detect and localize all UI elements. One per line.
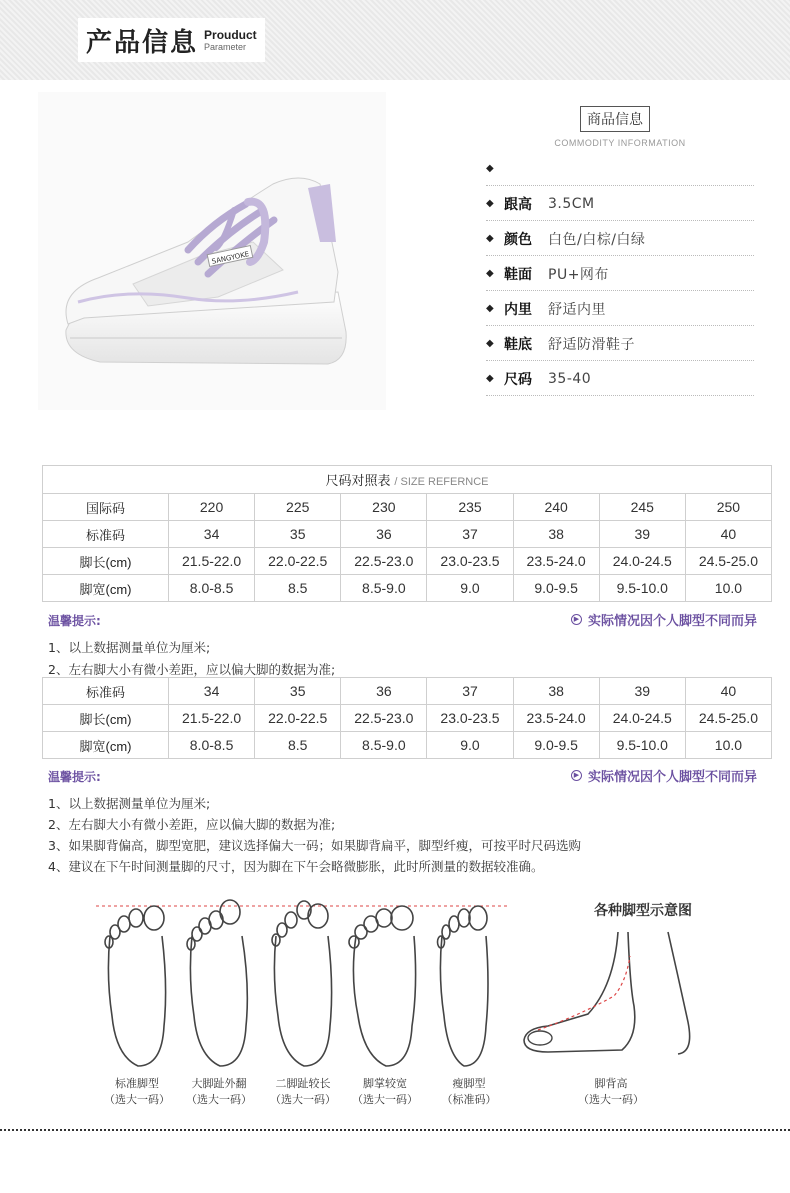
- foot-type-label: [258, 1076, 348, 1108]
- table-cell: 22.0-22.5: [255, 705, 341, 732]
- table-cell: 8.5: [255, 732, 341, 759]
- table-cell: 23.0-23.5: [427, 548, 513, 575]
- size-chart-table-2: [42, 677, 772, 759]
- table-cell: 8.0-8.5: [169, 575, 255, 602]
- table-cell: 245: [599, 494, 685, 521]
- foot-type-name: 标准脚型: [115, 1077, 159, 1090]
- spec-value: PU+网布: [548, 266, 609, 283]
- table-cell: 9.5-10.0: [599, 575, 685, 602]
- header-title-cn: 产品信息: [86, 27, 199, 58]
- spec-label: 鞋底: [504, 336, 532, 353]
- size-chart-title: [43, 466, 772, 494]
- table-cell: 36: [341, 678, 427, 705]
- tip-line: 1、以上数据测量单位为厘米;: [48, 796, 211, 811]
- foot-outline-slim: [438, 906, 489, 1066]
- foot-side-outline: [518, 926, 708, 1066]
- table-cell: 35: [255, 678, 341, 705]
- commodity-box-title: 商品信息: [580, 106, 650, 132]
- foot-type-name: 大脚趾外翻: [191, 1077, 247, 1090]
- spec-label: 颜色: [504, 231, 532, 248]
- foot-outlines: [92, 896, 512, 1076]
- foot-type-advice: （选大一码）: [352, 1093, 418, 1106]
- table-cell: 37: [427, 521, 513, 548]
- row-header: 脚宽(cm): [43, 732, 169, 759]
- size-chart-title-en: / SIZE REFERNCE: [394, 476, 489, 488]
- bullet-icon: ◆: [486, 198, 494, 209]
- table-cell: 24.0-24.5: [599, 548, 685, 575]
- spec-label: 尺码: [504, 371, 532, 388]
- table-cell: 22.5-23.0: [341, 548, 427, 575]
- table-cell: 37: [427, 678, 513, 705]
- table-cell: 8.5-9.0: [341, 732, 427, 759]
- spec-row: [486, 257, 754, 291]
- table-cell: 220: [169, 494, 255, 521]
- table-cell: 240: [513, 494, 599, 521]
- foot-type-advice: （选大一码）: [270, 1093, 336, 1106]
- table-cell: 9.0-9.5: [513, 732, 599, 759]
- foot-type-label: [566, 1076, 656, 1108]
- spec-value: 3.5CM: [548, 195, 595, 212]
- table-row: [43, 548, 772, 575]
- foot-type-advice: （选大一码）: [186, 1093, 252, 1106]
- bullet-icon: ◆: [486, 373, 494, 384]
- foot-type-name: 脚背高: [594, 1077, 628, 1090]
- header-en-line1: Prouduct: [204, 27, 257, 42]
- spec-label: 内里: [504, 301, 532, 318]
- table-cell: 23.5-24.0: [513, 705, 599, 732]
- spec-row: [486, 152, 754, 186]
- table-cell: 24.5-25.0: [685, 548, 771, 575]
- bullet-icon: ◆: [486, 163, 494, 174]
- foot-outline-standard: [105, 906, 166, 1066]
- tips-note-right: [571, 766, 757, 785]
- table-cell: 23.5-24.0: [513, 548, 599, 575]
- table-cell: 8.5-9.0: [341, 575, 427, 602]
- spec-label: 鞋面: [504, 266, 532, 283]
- size-chart-title-cn: 尺码对照表: [325, 473, 391, 488]
- foot-type-label: [92, 1076, 182, 1108]
- table-cell: 21.5-22.0: [169, 705, 255, 732]
- spec-value: 舒适内里: [548, 301, 606, 318]
- table-cell: 38: [513, 521, 599, 548]
- bottom-divider: [0, 1129, 790, 1131]
- table-cell: 235: [427, 494, 513, 521]
- spec-value: 舒适防滑鞋子: [548, 336, 635, 353]
- instep-height-line: [538, 956, 630, 1030]
- foot-diagram-title: 各种脚型示意图: [594, 903, 692, 919]
- table-row: [43, 575, 772, 602]
- play-icon: ▶: [571, 614, 582, 625]
- table-cell: 21.5-22.0: [169, 548, 255, 575]
- bullet-icon: ◆: [486, 303, 494, 314]
- tip-line: 1、以上数据测量单位为厘米;: [48, 640, 211, 655]
- table-cell: 9.0-9.5: [513, 575, 599, 602]
- foot-type-label: [174, 1076, 264, 1108]
- tips-note-right: [571, 610, 757, 629]
- bullet-icon: ◆: [486, 268, 494, 279]
- foot-type-label: [340, 1076, 430, 1108]
- spec-row: [486, 222, 754, 256]
- table-cell: 22.5-23.0: [341, 705, 427, 732]
- foot-outline-long-second-toe: [272, 901, 332, 1066]
- bullet-icon: ◆: [486, 233, 494, 244]
- table-cell: 38: [513, 678, 599, 705]
- header-en-line2: Parameter: [204, 41, 247, 52]
- row-header: 标准码: [43, 521, 169, 548]
- foot-type-name: 二脚趾较长: [275, 1077, 331, 1090]
- table-row: [43, 732, 772, 759]
- foot-type-advice: （标准码）: [441, 1093, 497, 1106]
- tips-note-right-text: 实际情况因个人脚型不同而异: [588, 614, 758, 629]
- table-cell: 40: [685, 521, 771, 548]
- table-cell: 9.0: [427, 732, 513, 759]
- table-row: [43, 678, 772, 705]
- table-cell: 24.5-25.0: [685, 705, 771, 732]
- spec-row: [486, 327, 754, 361]
- lace-label-text: SANGYOKE: [210, 250, 250, 266]
- table-cell: 34: [169, 678, 255, 705]
- foot-type-label: [424, 1076, 514, 1108]
- table-row: [43, 705, 772, 732]
- foot-type-name: 脚掌较宽: [363, 1077, 407, 1090]
- commodity-subtitle: COMMODITY INFORMATION: [554, 138, 686, 148]
- row-header: 国际码: [43, 494, 169, 521]
- table-cell: 39: [599, 678, 685, 705]
- table-cell: 9.5-10.0: [599, 732, 685, 759]
- table-cell: 230: [341, 494, 427, 521]
- header-title: [78, 18, 265, 62]
- tip-line: 2、左右脚大小有微小差距，应以偏大脚的数据为准;: [48, 662, 336, 677]
- spec-row: [486, 292, 754, 326]
- spec-label: 跟高: [504, 196, 532, 213]
- foot-outline-bunion: [187, 900, 247, 1066]
- foot-type-advice: （选大一码）: [578, 1093, 644, 1106]
- table-cell: 10.0: [685, 575, 771, 602]
- table-cell: 250: [685, 494, 771, 521]
- row-header: 脚长(cm): [43, 548, 169, 575]
- table-row: [43, 521, 772, 548]
- table-cell: 8.0-8.5: [169, 732, 255, 759]
- row-header: 脚宽(cm): [43, 575, 169, 602]
- spec-value: 35-40: [548, 370, 592, 387]
- tip-line: 2、左右脚大小有微小差距，应以偏大脚的数据为准;: [48, 817, 336, 832]
- table-cell: 40: [685, 678, 771, 705]
- foot-outline-wide: [349, 906, 416, 1066]
- table-cell: 24.0-24.5: [599, 705, 685, 732]
- table-cell: 23.0-23.5: [427, 705, 513, 732]
- row-header: 标准码: [43, 678, 169, 705]
- product-photo: [38, 92, 386, 410]
- tip-line: 3、如果脚背偏高，脚型宽肥，建议选择偏大一码；如果脚背扁平，脚型纤瘦，可按平时尺码选购: [48, 838, 581, 853]
- foot-type-name: 瘦脚型: [452, 1077, 486, 1090]
- table-cell: 8.5: [255, 575, 341, 602]
- foot-type-advice: （选大一码）: [104, 1093, 170, 1106]
- size-chart-table: [42, 465, 772, 602]
- spec-row: [486, 362, 754, 396]
- table-cell: 22.0-22.5: [255, 548, 341, 575]
- table-cell: 34: [169, 521, 255, 548]
- table-cell: 36: [341, 521, 427, 548]
- table-cell: 9.0: [427, 575, 513, 602]
- table-cell: 39: [599, 521, 685, 548]
- tips-note-right-text: 实际情况因个人脚型不同而异: [588, 770, 758, 785]
- sneaker-image: [38, 92, 386, 410]
- tips-title: 温馨提示:: [48, 770, 101, 784]
- play-icon: ▶: [571, 770, 582, 781]
- spec-row: [486, 187, 754, 221]
- tips-title: 温馨提示:: [48, 614, 101, 628]
- table-row: [43, 494, 772, 521]
- spec-value: 白色/白棕/白绿: [548, 231, 646, 248]
- header-title-en: [204, 29, 257, 52]
- bullet-icon: ◆: [486, 338, 494, 349]
- table-cell: 225: [255, 494, 341, 521]
- tip-line: 4、建议在下午时间测量脚的尺寸，因为脚在下午会略微膨胀，此时所测量的数据较准确。: [48, 859, 544, 874]
- row-header: 脚长(cm): [43, 705, 169, 732]
- table-cell: 35: [255, 521, 341, 548]
- table-cell: 10.0: [685, 732, 771, 759]
